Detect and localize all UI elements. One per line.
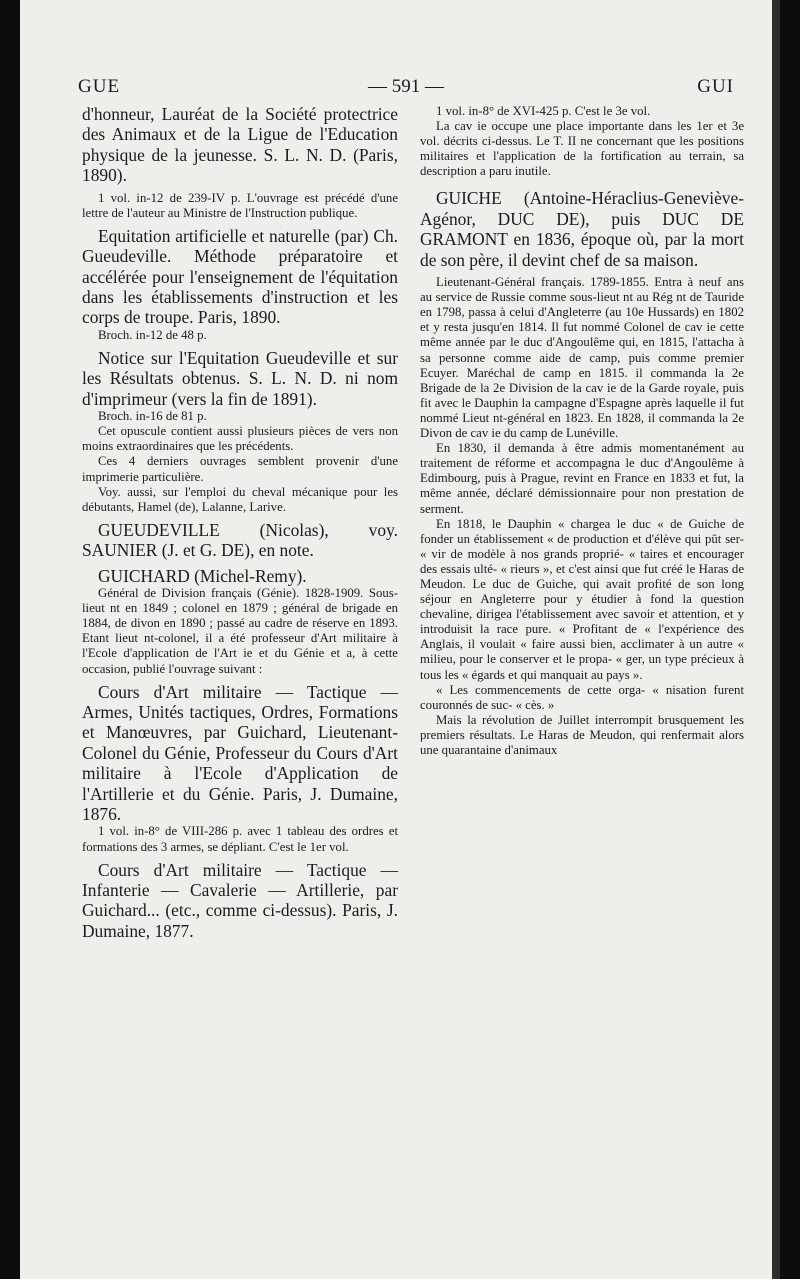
paragraph: 1 vol. in-8° de XVI-425 p. C'est le 3e vol. — [436, 104, 651, 118]
paragraph: 1 vol. in-12 de 239-IV p. L'ouvrage est précédé d'une lettre de l'auteur au Ministre de l'Instruction publique. — [82, 190, 398, 220]
entry-title: Equitation artificielle et naturelle (par) Ch. Gueudeville. Méthode préparatoire et accélérée pour l'enseignement de l'équitation dans les établissements d'instruction et les corps de troupe. Paris, 1890. — [82, 225, 398, 328]
paragraph: Lieutenant-Général français. 1789-1855. Entra à neuf ans au service de Russie comme sous-lieut nt au Rég nt de Tauride en 1798, passa à celui d'Angleterre (au 10e Hussards) en 1802 et y resta jusqu'en 1814. Il fut nommé Colonel de cav ie cette même année par le duc d'Angoulême qui, en 1815, l'attacha à sa personne comme aide de camp, puis comme premier Ecuyer. Maréchal de camp en 1815. il commanda la 2e Brigade de la 2e Division de la cav ie de la Garde royale, puis fit avec le Dauphin la campagne d'Espagne après laquelle il fut nommé Lieut nt-général en 1823. En 1828, il commanda la 2e Divon de cav ie du camp de Lunéville. — [420, 275, 744, 441]
entry-title: Cours d'Art militaire — Tactique — Infanterie — Cavalerie — Artillerie, par Guichard... (etc., comme ci-dessus). Paris, J. Dumaine, 1877. — [82, 859, 398, 941]
header-right: GUI — [697, 76, 734, 97]
paragraph: « Les commencements de cette orga- « nisation furent couronnés de suc- « cès. » — [420, 682, 744, 712]
paragraph: Cet opuscule contient aussi plusieurs pièces de vers non moins extraordinaires que les précédents. — [82, 424, 398, 454]
page-edge-shadow — [772, 0, 780, 1279]
left-column — [82, 104, 398, 941]
paragraph: En 1818, le Dauphin « chargea le duc « de Guiche de fonder un établissement « de production et d'élève qui pût ser- « vir de modèle à nos grands proprié- « taires et encourager des essais ulté- « rieurs », et c'est ainsi que fut créé le Haras de Meudon. Le duc de Guiche, qui avait profité de son long séjour en Angleterre pour y étudier à fond la question chevaline, dirigea l'établissement avec savoir et attention, et y introduisit la race pure. « Profitant de « l'expérience des Anglais, il voulait « faire aussi bien, acclimater à un autre « milieu, pour le conserver et le propa- « ger, un type précieux à tous les « égards et qui manquait au pays ». — [420, 516, 744, 682]
paragraph: La cav ie occupe une place importante dans les 1er et 3e vol. décrits ci-dessus. Le T. II ne concernant que les positions militaires et l'application de la fortification au terrain, sa description a paru inutile. — [420, 119, 744, 179]
paragraph: Général de Division français (Génie). 1828-1909. Sous-lieut nt en 1849 ; colonel en 1879 ; général de brigade en 1884, de divon en 1890 ; passé au cadre de réserve en 1893. Etant lieut nt-colonel, il a été professeur d'Art militaire à l'Ecole d'application de l'Art ie et du Génie et a, à cette occasion, publié l'ouvrage suivant : — [82, 586, 398, 676]
paragraph: d'honneur, Lauréat de la Société protectrice des Animaux et de la Ligue de l'Education physique de la jeunesse. S. L. N. D. (Paris, 1890). — [82, 104, 398, 186]
entry-title: Notice sur l'Equitation Gueudeville et sur les Résultats obtenus. S. L. N. D. ni nom d'imprimeur (vers la fin de 1891). — [82, 347, 398, 409]
entry-heading: GUICHARD (Michel-Remy). — [98, 565, 307, 586]
paragraph: Voy. aussi, sur l'emploi du cheval mécanique pour les débutants, Hamel (de), Lalanne, Larive. — [82, 484, 398, 514]
running-header — [78, 76, 734, 106]
paragraph: 1 vol. in-8° de VIII-286 p. avec 1 tableau des ordres et formations des 3 armes, se dépliant. C'est le 1er vol. — [82, 824, 398, 854]
paragraph: Broch. in-12 de 48 p. — [98, 327, 207, 342]
page-number: — 591 — — [368, 76, 444, 97]
entry-heading: GUICHE (Antoine-Héraclius-Geneviève-Agénor, DUC DE), puis DUC DE GRAMONT en 1836, époque où, par la mort de son père, il devint chef de sa maison. — [420, 188, 744, 270]
right-column — [420, 104, 744, 758]
paragraph: Broch. in-16 de 81 p. — [98, 409, 207, 424]
paragraph: En 1830, il demanda à être admis momentanément au traitement de réforme et accompagna le duc d'Angoulême à Edimbourg, puis à Prague, revint en France en 1833 et fut, la même année, déclaré démissionnaire pour non prestation de serment. — [420, 441, 744, 516]
book-page — [20, 0, 780, 1279]
paragraph: Mais la révolution de Juillet interrompit brusquement les premiers résultats. Le Haras de Meudon, qui renfermait alors une quarantaine d'animaux — [420, 712, 744, 757]
header-left: GUE — [78, 76, 121, 97]
paragraph: Ces 4 derniers ouvrages semblent provenir d'une imprimerie particulière. — [82, 454, 398, 484]
entry-heading: GUEUDEVILLE (Nicolas), voy. SAUNIER (J. et G. DE), en note. — [82, 519, 398, 561]
entry-title: Cours d'Art militaire — Tactique — Armes, Unités tactiques, Ordres, Formations et Manœuvres, par Guichard, Lieutenant-Colonel du Génie, Professeur du Cours d'Art militaire à l'Ecole d'Application de l'Artillerie et du Génie. Paris, J. Dumaine, 1876. — [82, 681, 398, 825]
